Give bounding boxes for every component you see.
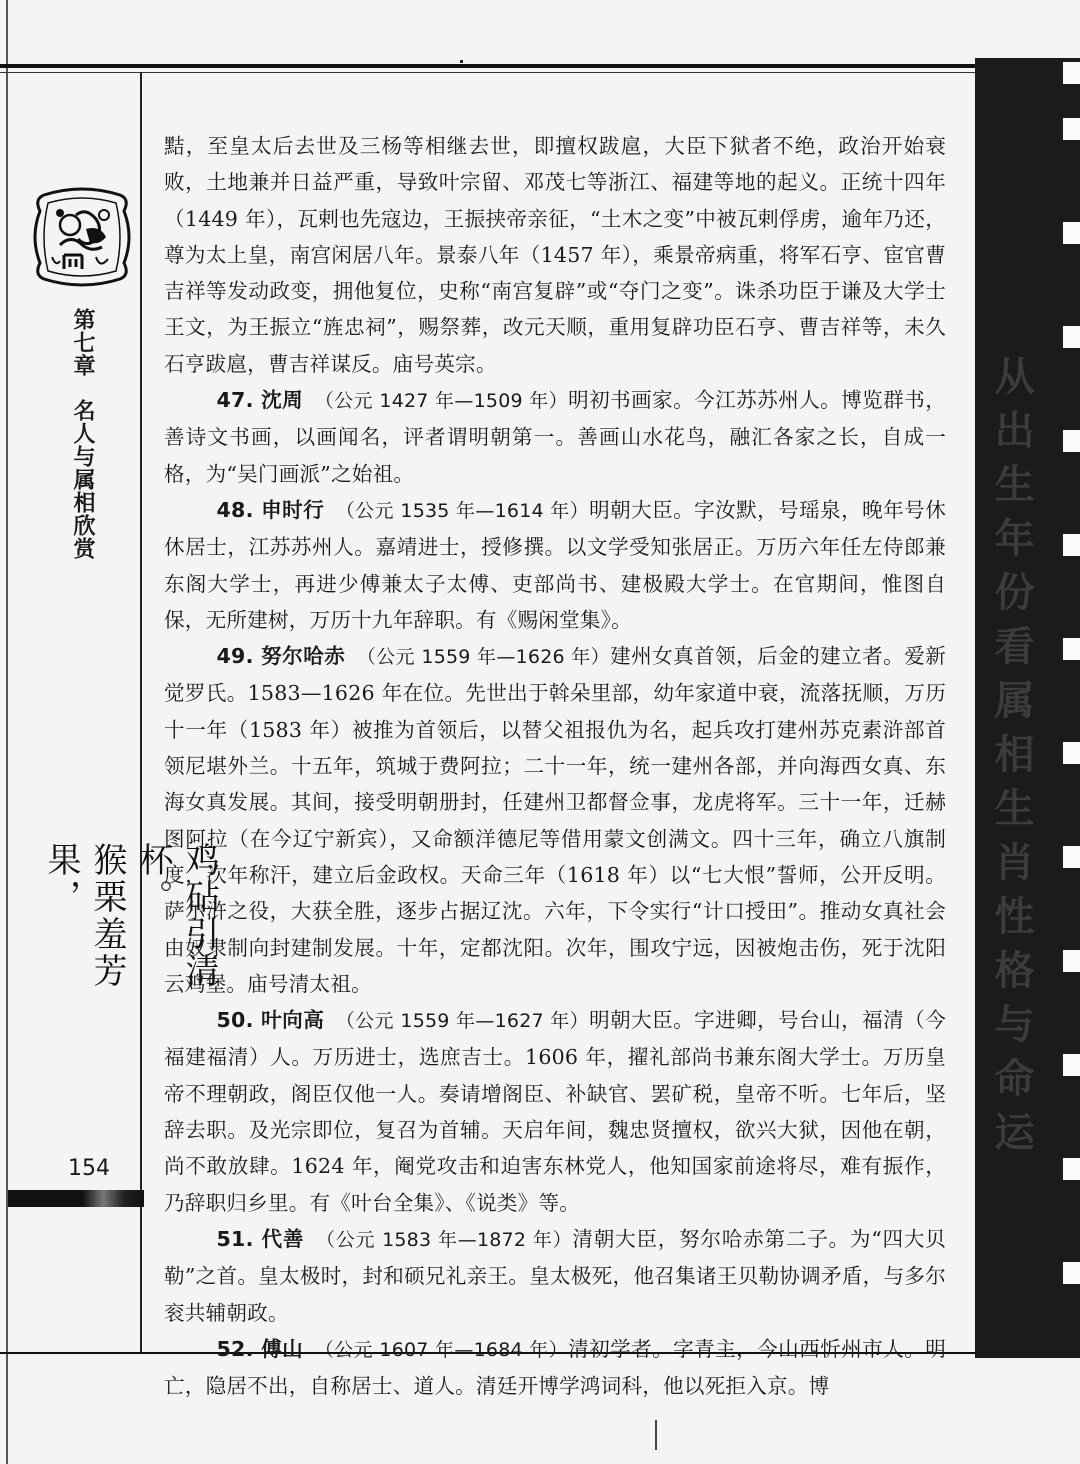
chapter-label: 第七章 xyxy=(70,308,95,377)
entry-dates: （公元 1607 年—1684 年） xyxy=(324,1338,569,1361)
rooster-emblem-icon xyxy=(30,185,134,289)
gutter-tick xyxy=(655,1420,657,1450)
poem-line-2: 猴栗羞芳果， xyxy=(41,842,127,990)
film-hole xyxy=(1063,1158,1080,1180)
film-hole xyxy=(1063,534,1080,556)
film-strip-text: 从出生年份看属相生肖性格与命运 xyxy=(988,355,1034,1165)
top-rule-thin xyxy=(0,72,975,73)
chapter-title: 名人与属相欣赏 xyxy=(70,399,95,560)
entry-text: 清朝大臣，努尔哈赤第二子。为“四大贝勒”之首。皇太极时，封和硕兄礼亲王。皇太极死，他召集诸王贝勒协调矛盾，与多尔衮共辅朝政。 xyxy=(164,1226,946,1325)
entry-text: 明初书画家。今江苏苏州人。博览群书，善诗文书画，以画闻名，评者谓明朝第一。善画山水花鸟，融汇各家之长，自成一格，为“吴门画派”之始祖。 xyxy=(164,388,946,486)
film-hole xyxy=(1063,118,1080,140)
entry-dates: （公元 1583 年—1872 年） xyxy=(325,1228,573,1251)
entry-name: 49. 努尔哈赤 xyxy=(216,644,346,669)
entry-name: 51. 代善 xyxy=(216,1226,305,1251)
entry-text: 明朝大臣。字进卿，号台山，福清（今福建福清）人。万历进士，选庶吉士。1606 年，擢礼部尚书兼东阁大学士。万历皇帝不理朝政，阁臣仅他一人。奏请增阁臣、补缺官、罢矿税，皇帝不听。七年后，坚辞去职。及光宗即位，复召为首辅。天启年间，魏忠贤擅权，欲兴大狱，因他在朝，尚不敢放肆。1624 年，阉党攻击和迫害东林党人，他知国家前途将尽，难有振作，乃辞职归乡里。有《叶台全集》、《说类》等。 xyxy=(164,1008,946,1215)
entry-dates: （公元 1559 年—1626 年） xyxy=(366,646,611,669)
entry-paragraph xyxy=(164,1331,946,1405)
margin-rule xyxy=(140,72,142,1354)
entry-name: 48. 申时行 xyxy=(216,497,325,522)
poem-line-1: 鸡砧引清杯。 xyxy=(133,842,219,990)
film-hole xyxy=(1063,1262,1080,1284)
film-hole xyxy=(1063,846,1080,868)
entry-dates: （公元 1559 年—1627 年） xyxy=(345,1010,590,1033)
entry-dates: （公元 1427 年—1509 年） xyxy=(324,390,569,413)
film-hole xyxy=(1063,222,1080,244)
film-hole xyxy=(1063,430,1080,452)
entry-name: 52. 傅山 xyxy=(216,1336,304,1361)
top-rule xyxy=(0,64,975,68)
entry-text: 建州女真首领，后金的建立者。爱新觉罗氏。1583—1626 年在位。先世出于斡朵里部，幼年家道中衰，流落抚顺，万历十一年（1583 年）被推为首领后，以替父祖报仇为名，起兵攻打建州苏克素浒部首领尼堪外兰。十五年，筑城于费阿拉；二十一年，统一建州各部，并向海西女真、东海女真发展。其间，接受明朝册封，任建州卫都督佥事，龙虎将军。三十一年，迁赫图阿拉（在今辽宁新宾），又命额洋德尼等借用蒙文创满文。四十三年，确立八旗制度，次年称汗，建立后金政权。天命三年（1618 年）以“七大恨”誓师，公开反明。萨尔浒之役，大获全胜，逐步占据辽沈。六年，下令实行“计口授田”。推动女真社会由奴隶制向封建制发展。十年，定都沈阳。次年，围攻宁远，因被炮击伤，死于沈阳云鸡堡。庙号清太祖。 xyxy=(164,644,946,996)
entry-paragraph xyxy=(164,1221,946,1331)
entry-text: 清初学者。字青主，今山西忻州市人。明亡，隐居不出，自称居士、道人。清廷开博学鸿词科，他以死拒入京。博 xyxy=(164,1336,946,1399)
main-text xyxy=(164,128,946,1404)
film-hole xyxy=(1063,950,1080,972)
film-hole xyxy=(1063,638,1080,660)
entry-paragraph xyxy=(164,1002,946,1221)
film-hole xyxy=(1063,742,1080,764)
film-hole xyxy=(1063,326,1080,348)
page-edge xyxy=(6,0,8,1464)
film-hole xyxy=(1063,62,1080,84)
entry-paragraph xyxy=(164,638,946,1002)
intro-paragraph: 黠，至皇太后去世及三杨等相继去世，即擅权跋扈，大臣下狱者不绝，政治开始衰败，土地兼并日益严重，导致叶宗留、邓茂七等浙江、福建等地的起义。正统十四年（1449 年），瓦剌也先寇边，王振挟帝亲征，“土木之变”中被瓦剌俘虏，逾年乃还，尊为太上皇，南宫闲居八年。景泰八年（1457 年），乘景帝病重，将军石亨、宦官曹吉祥等发动政变，拥他复位，史称“南宫复辟”或“夺门之变”。诛杀功臣于谦及大学士王文，为王振立“旌忠祠”，赐祭葬，改元天顺，重用复辟功臣石亨、曹吉祥等，未久石亨跋扈，曹吉祥谋反。庙号英宗。 xyxy=(164,134,946,376)
page-number-bar xyxy=(8,1190,144,1207)
entry-text: 明朝大臣。字汝默，号瑶泉，晚年号休休居士，江苏苏州人。嘉靖进士，授修撰。以文学受知张居正。万历六年任左侍郎兼东阁大学士，再进少傅兼太子太傅、吏部尚书、建极殿大学士。在官期间，惟图自保，无所建树，万历十九年辞职。有《赐闲堂集》。 xyxy=(164,497,946,632)
film-hole xyxy=(1063,1054,1080,1076)
entry-paragraph xyxy=(164,382,946,492)
page-number: 154 xyxy=(68,1156,110,1181)
entry-dates: （公元 1535 年—1614 年） xyxy=(345,499,590,522)
entry-name: 47. 沈周 xyxy=(216,388,304,413)
entry-name: 50. 叶向高 xyxy=(216,1008,325,1033)
speck xyxy=(460,60,463,63)
entry-paragraph xyxy=(164,492,946,638)
chapter-header xyxy=(62,308,102,560)
